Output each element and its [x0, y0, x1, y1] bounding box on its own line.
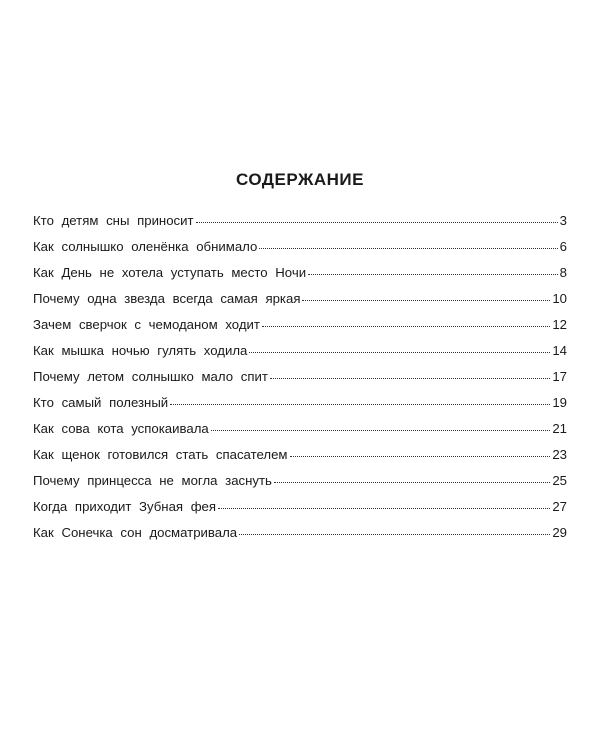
dot-leader [218, 508, 550, 509]
toc-entry[interactable] [33, 473, 567, 499]
dot-leader [211, 430, 551, 431]
toc-entry-page: 29 [552, 525, 567, 540]
dot-leader [302, 300, 550, 301]
toc-entry-page: 27 [552, 499, 567, 514]
dot-leader [290, 456, 551, 457]
dot-leader [249, 352, 550, 353]
toc-entry-page: 17 [552, 369, 567, 384]
toc-title: СОДЕРЖАНИЕ [236, 170, 364, 189]
toc-entry-page: 6 [559, 239, 567, 254]
toc-entry[interactable] [33, 525, 567, 551]
toc-entry[interactable] [33, 213, 567, 239]
toc-entry[interactable] [33, 421, 567, 447]
toc-list [33, 213, 567, 551]
toc-entry-title: Почему принцесса не могла заснуть [33, 473, 272, 488]
toc-entry[interactable] [33, 343, 567, 369]
toc-entry[interactable] [33, 447, 567, 473]
toc-entry-page: 10 [552, 291, 567, 306]
toc-entry-title: Зачем сверчок с чемоданом ходит [33, 317, 260, 332]
toc-entry-page: 25 [552, 473, 567, 488]
toc-entry[interactable] [33, 369, 567, 395]
dot-leader [270, 378, 550, 379]
toc-entry[interactable] [33, 317, 567, 343]
toc-entry[interactable] [33, 239, 567, 265]
toc-entry-title: Кто детям сны приносит [33, 213, 194, 228]
toc-entry-page: 3 [559, 213, 567, 228]
toc-entry-title: Почему летом солнышко мало спит [33, 369, 268, 384]
toc-entry-page: 12 [552, 317, 567, 332]
dot-leader [274, 482, 550, 483]
toc-entry-title: Как мышка ночью гулять ходила [33, 343, 248, 358]
toc-entry-page: 21 [552, 421, 567, 436]
dot-leader [308, 274, 558, 275]
toc-entry[interactable] [33, 291, 567, 317]
toc-entry-page: 14 [552, 343, 567, 358]
toc-entry-page: 23 [552, 447, 567, 462]
toc-entry[interactable] [33, 265, 567, 291]
dot-leader [259, 248, 557, 249]
toc-entry-title: Как Сонечка сон досматривала [33, 525, 238, 540]
toc-entry-title: Когда приходит Зубная фея [33, 499, 217, 514]
toc-entry-title: Как сова кота успокаивала [33, 421, 209, 436]
toc-entry-title: Как солнышко оленёнка обнимало [33, 239, 258, 254]
toc-entry-title: Кто самый полезный [33, 395, 169, 410]
toc-entry-title: Почему одна звезда всегда самая яркая [33, 291, 301, 306]
toc-entry[interactable] [33, 499, 567, 525]
dot-leader [239, 534, 550, 535]
toc-entry-title: Как День не хотела уступать место Ночи [33, 265, 307, 280]
toc-entry-page: 8 [559, 265, 567, 280]
toc-entry-page: 19 [552, 395, 567, 410]
dot-leader [170, 404, 550, 405]
dot-leader [196, 222, 558, 223]
dot-leader [262, 326, 550, 327]
toc-entry[interactable] [33, 395, 567, 421]
toc-entry-title: Как щенок готовился стать спасателем [33, 447, 288, 462]
